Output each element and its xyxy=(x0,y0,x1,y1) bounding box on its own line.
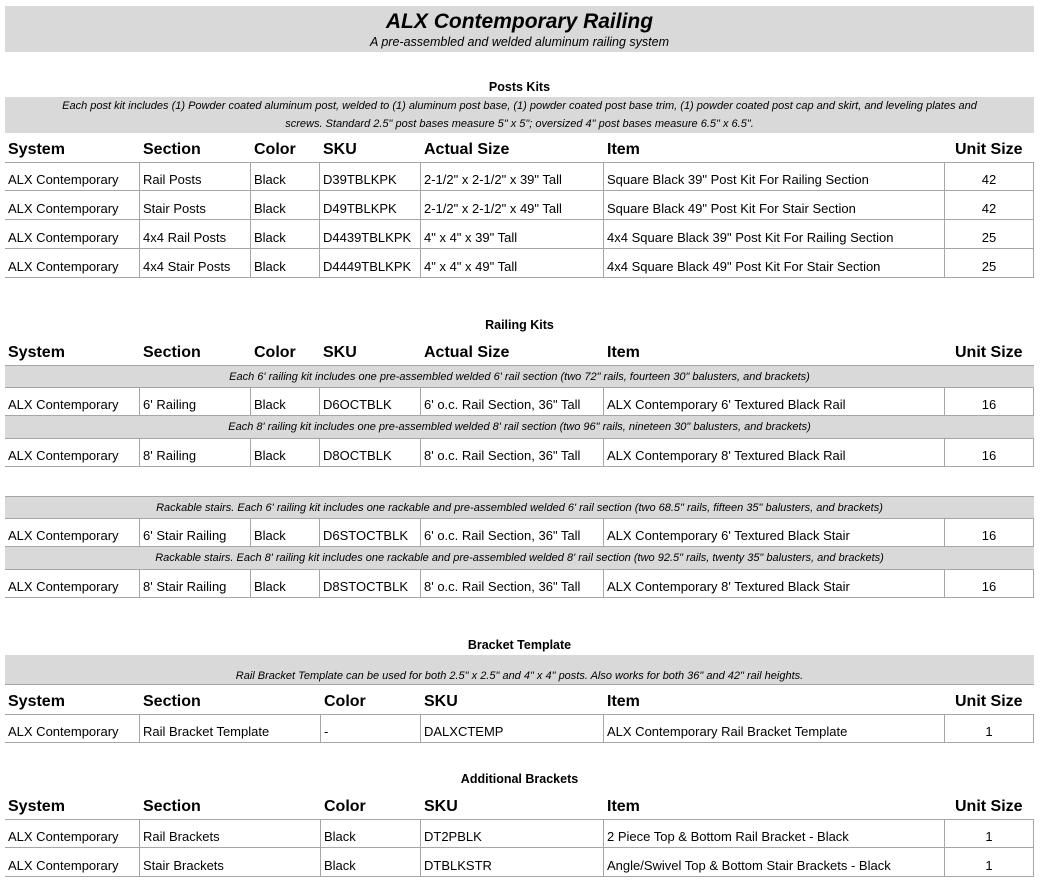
page-title: ALX Contemporary Railing xyxy=(385,10,654,33)
cell-system: ALX Contemporary xyxy=(8,528,119,543)
cell-color: Black xyxy=(250,439,319,466)
cell-unit-size: 42 xyxy=(944,191,1034,219)
cell-item: Square Black 39" Post Kit For Railing Section xyxy=(603,163,944,190)
cell-actual-size: 4" x 4" x 39" Tall xyxy=(420,220,603,248)
col-header-actual-size: Actual Size xyxy=(424,344,510,361)
cell-actual-size: 6' o.c. Rail Section, 36" Tall xyxy=(420,388,603,415)
cell-color: Black xyxy=(250,249,319,277)
col-header-unit-size: Unit Size xyxy=(955,693,1023,710)
cell-section: 6' Railing xyxy=(139,388,250,415)
cell-actual-size: 6' o.c. Rail Section, 36" Tall xyxy=(420,519,603,546)
cell-section: 8' Railing xyxy=(139,439,250,466)
col-header-item: Item xyxy=(607,344,640,361)
railing-kits-title: Railing Kits xyxy=(485,318,554,332)
cell-unit-size: 25 xyxy=(944,220,1034,248)
col-header-unit-size: Unit Size xyxy=(955,344,1023,361)
cell-color: Black xyxy=(320,848,420,876)
table-row xyxy=(5,439,1034,467)
posts-kits-note-line2: screws. Standard 2.5" post bases measure 5" x 5"; oversized 4" post bases measure 6.5" x 6.5". xyxy=(285,118,754,130)
table-row xyxy=(5,249,1034,278)
table-row xyxy=(5,819,1034,848)
col-header-sku: SKU xyxy=(323,344,357,361)
col-header-sku: SKU xyxy=(424,798,458,815)
cell-item: ALX Contemporary Rail Bracket Template xyxy=(603,715,944,742)
cell-section: Rail Bracket Template xyxy=(139,715,320,742)
cell-system: ALX Contemporary xyxy=(8,858,119,873)
additional-brackets-title: Additional Brackets xyxy=(460,772,579,786)
col-header-sku: SKU xyxy=(424,693,458,710)
col-header-item: Item xyxy=(607,798,640,815)
cell-unit-size: 16 xyxy=(944,439,1034,466)
table-row xyxy=(5,714,1034,743)
cell-unit-size: 16 xyxy=(944,388,1034,415)
bracket-template-note: Rail Bracket Template can be used for both 2.5" x 2.5" and 4" x 4" posts. Also works for both 36" and 42" rail heights. xyxy=(5,655,1034,685)
col-header-color: Color xyxy=(254,141,296,158)
cell-item: 2 Piece Top & Bottom Rail Bracket - Black xyxy=(603,820,944,847)
cell-item: Square Black 49" Post Kit For Stair Section xyxy=(603,191,944,219)
col-header-unit-size: Unit Size xyxy=(955,141,1023,158)
cell-unit-size: 1 xyxy=(944,848,1034,876)
col-header-sku: SKU xyxy=(323,141,357,158)
cell-sku: D4449TBLKPK xyxy=(319,249,420,277)
posts-kits-title: Posts Kits xyxy=(488,80,551,94)
col-header-color: Color xyxy=(254,344,296,361)
cell-item: 4x4 Square Black 39" Post Kit For Railing Section xyxy=(603,220,944,248)
col-header-system: System xyxy=(8,141,65,158)
col-header-color: Color xyxy=(324,693,366,710)
col-header-item: Item xyxy=(607,693,640,710)
cell-system: ALX Contemporary xyxy=(8,172,119,187)
col-header-system: System xyxy=(8,798,65,815)
cell-color: Black xyxy=(250,163,319,190)
cell-item: ALX Contemporary 6' Textured Black Stair xyxy=(603,519,944,546)
railing-kit-note: Each 8' railing kit includes one pre-assembled welded 8' rail section (two 96" rails, nineteen 30" balusters, and brackets) xyxy=(5,416,1034,439)
cell-unit-size: 42 xyxy=(944,163,1034,190)
cell-item: 4x4 Square Black 49" Post Kit For Stair Section xyxy=(603,249,944,277)
col-header-system: System xyxy=(8,344,65,361)
cell-section: 8' Stair Railing xyxy=(139,570,250,597)
cell-section: Rail Posts xyxy=(139,163,250,190)
cell-unit-size: 1 xyxy=(944,715,1034,742)
page-subtitle: A pre-assembled and welded aluminum railing system xyxy=(370,35,669,49)
table-row xyxy=(5,162,1034,191)
cell-color: Black xyxy=(250,191,319,219)
cell-sku: D6OCTBLK xyxy=(319,388,420,415)
cell-section: 6' Stair Railing xyxy=(139,519,250,546)
cell-color: Black xyxy=(250,388,319,415)
cell-actual-size: 4" x 4" x 49" Tall xyxy=(420,249,603,277)
cell-item: ALX Contemporary 8' Textured Black Stair xyxy=(603,570,944,597)
cell-sku: DT2PBLK xyxy=(420,820,603,847)
cell-color: Black xyxy=(250,220,319,248)
cell-system: ALX Contemporary xyxy=(8,579,119,594)
cell-actual-size: 8' o.c. Rail Section, 36" Tall xyxy=(420,570,603,597)
cell-item: ALX Contemporary 8' Textured Black Rail xyxy=(603,439,944,466)
col-header-section: Section xyxy=(143,141,201,158)
posts-kits-note xyxy=(5,97,1034,133)
cell-sku: D39TBLKPK xyxy=(319,163,420,190)
cell-section: 4x4 Rail Posts xyxy=(139,220,250,248)
table-row xyxy=(5,848,1034,877)
cell-unit-size: 1 xyxy=(944,820,1034,847)
cell-unit-size: 25 xyxy=(944,249,1034,277)
cell-actual-size: 2-1/2" x 2-1/2" x 49" Tall xyxy=(420,191,603,219)
cell-system: ALX Contemporary xyxy=(8,397,119,412)
cell-color: Black xyxy=(250,570,319,597)
cell-section: Rail Brackets xyxy=(139,820,320,847)
cell-unit-size: 16 xyxy=(944,519,1034,546)
railing-kit-note: Rackable stairs. Each 8' railing kit includes one rackable and pre-assembled welded 8' rail section (two 92.5" rails, twenty 35" balusters, and brackets) xyxy=(5,547,1034,570)
cell-section: Stair Brackets xyxy=(139,848,320,876)
table-row xyxy=(5,388,1034,416)
col-header-section: Section xyxy=(143,798,201,815)
cell-actual-size: 8' o.c. Rail Section, 36" Tall xyxy=(420,439,603,466)
cell-unit-size: 16 xyxy=(944,570,1034,597)
col-header-unit-size: Unit Size xyxy=(955,798,1023,815)
cell-sku: D49TBLKPK xyxy=(319,191,420,219)
cell-actual-size: 2-1/2" x 2-1/2" x 39" Tall xyxy=(420,163,603,190)
railing-kit-note: Each 6' railing kit includes one pre-assembled welded 6' rail section (two 72" rails, fourteen 30" balusters, and brackets) xyxy=(5,365,1034,388)
cell-item: Angle/Swivel Top & Bottom Stair Brackets - Black xyxy=(603,848,944,876)
cell-color: Black xyxy=(250,519,319,546)
cell-system: ALX Contemporary xyxy=(8,201,119,216)
cell-section: 4x4 Stair Posts xyxy=(139,249,250,277)
col-header-actual-size: Actual Size xyxy=(424,141,510,158)
railing-kit-note: Rackable stairs. Each 6' railing kit includes one rackable and pre-assembled welded 6' rail section (two 68.5" rails, fifteen 35" balusters, and brackets) xyxy=(5,496,1034,519)
cell-sku: D4439TBLKPK xyxy=(319,220,420,248)
cell-system: ALX Contemporary xyxy=(8,724,119,739)
col-header-system: System xyxy=(8,693,65,710)
cell-item: ALX Contemporary 6' Textured Black Rail xyxy=(603,388,944,415)
cell-sku: D8OCTBLK xyxy=(319,439,420,466)
cell-section: Stair Posts xyxy=(139,191,250,219)
cell-system: ALX Contemporary xyxy=(8,230,119,245)
title-band xyxy=(5,6,1034,52)
cell-system: ALX Contemporary xyxy=(8,448,119,463)
cell-sku: D8STOCTBLK xyxy=(319,570,420,597)
col-header-item: Item xyxy=(607,141,640,158)
bracket-template-title: Bracket Template xyxy=(467,638,572,652)
table-row xyxy=(5,220,1034,249)
cell-sku: DTBLKSTR xyxy=(420,848,603,876)
cell-sku: DALXCTEMP xyxy=(420,715,603,742)
col-header-color: Color xyxy=(324,798,366,815)
posts-kits-note-line1: Each post kit includes (1) Powder coated aluminum post, welded to (1) aluminum post base, (1) powder coated post base trim, (1) powder coated post cap and skirt, and leveling plates and xyxy=(62,100,977,112)
cell-system: ALX Contemporary xyxy=(8,829,119,844)
table-row xyxy=(5,570,1034,598)
col-header-section: Section xyxy=(143,693,201,710)
cell-system: ALX Contemporary xyxy=(8,259,119,274)
cell-color: - xyxy=(320,715,420,742)
cell-color: Black xyxy=(320,820,420,847)
table-row xyxy=(5,191,1034,220)
col-header-section: Section xyxy=(143,344,201,361)
table-row xyxy=(5,519,1034,547)
cell-sku: D6STOCTBLK xyxy=(319,519,420,546)
